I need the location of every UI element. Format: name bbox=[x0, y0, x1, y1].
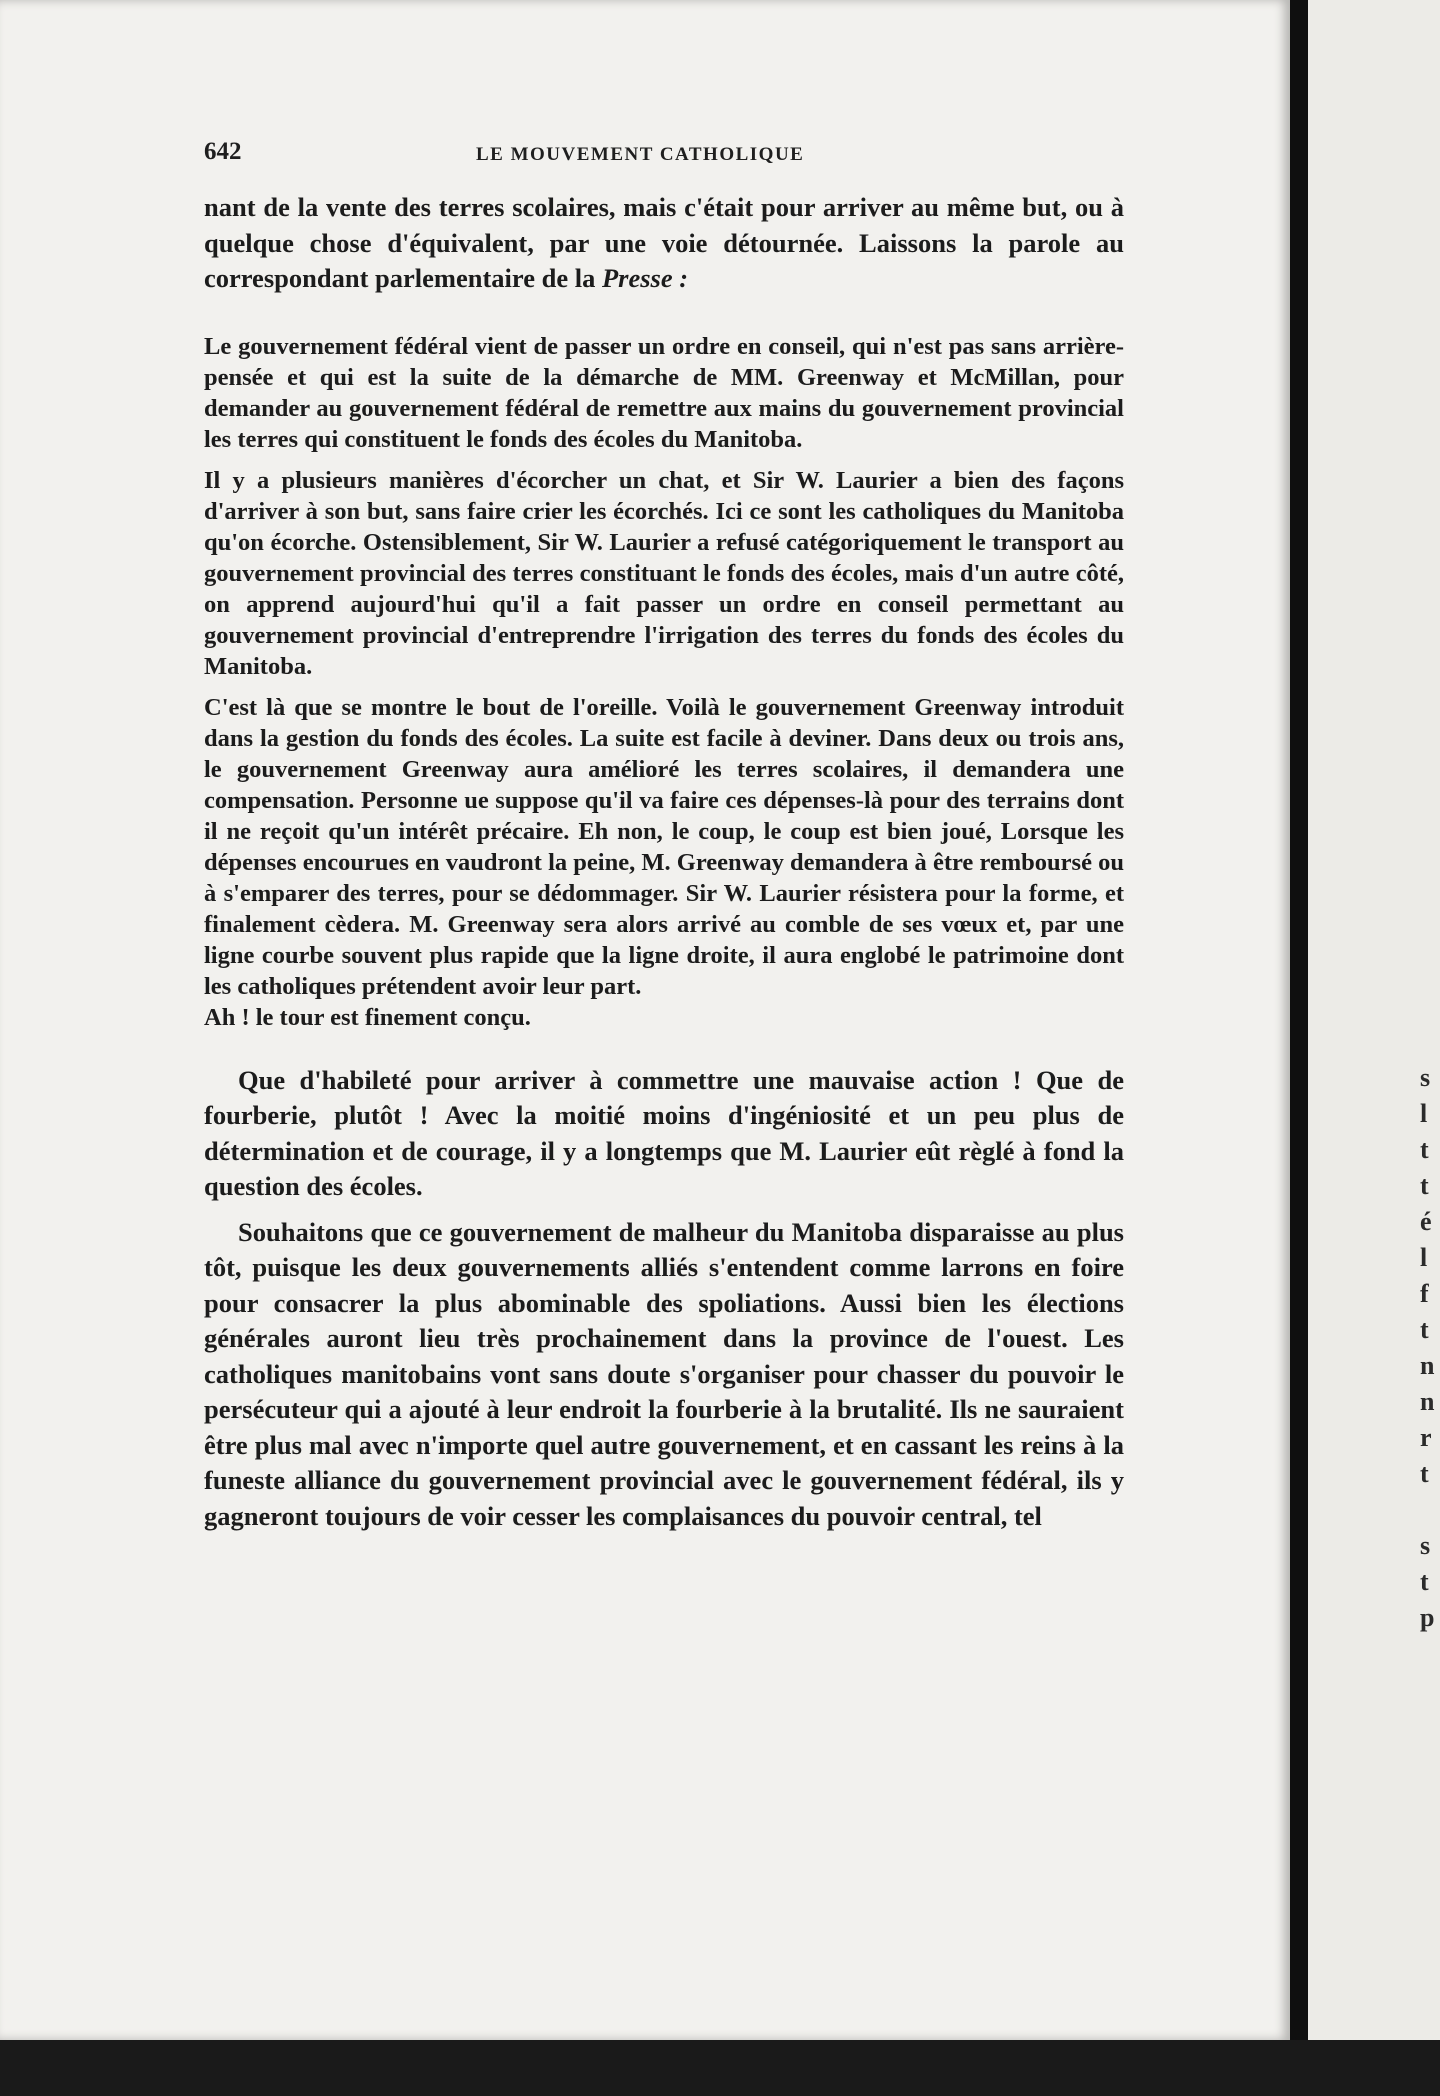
quoted-paragraph-text: Il y a plusieurs manières d'écorcher un chat, et Sir W. Laurier a bien des façons d'arriver à son but, sans faire crier les écorchés. Ici ce sont les catholiques du Manitoba qu'on écorche. Ostensiblement, Sir W. Laurier a refusé catégoriquement le transport au gouvernement provincial des terres constituant le fonds des écoles, mais d'un autre côté, on apprend aujourd'hui qu'il a fait passer un ordre en conseil permettant au gouvernement provincial d'entreprendre l'irrigation des terres du fonds des écoles du Manitoba. bbox=[204, 466, 1124, 680]
quoted-paragraph bbox=[204, 465, 1124, 682]
adjacent-letter: t bbox=[1420, 1171, 1429, 1200]
scan-bottom-band bbox=[0, 2040, 1440, 2096]
adjacent-letter: t bbox=[1420, 1567, 1429, 1596]
adjacent-page-letters bbox=[1420, 1060, 1440, 1636]
body-paragraph-text: Que d'habileté pour arriver à commettre une mauvaise action ! Que de fourberie, plutôt ! Avec la moitié moins d'ingéniosité et un peu plus de détermination et de courage, il y a longtemps que M. Laurier eût règlé à fond la question des écoles. bbox=[204, 1064, 1124, 1201]
page-number: 642 bbox=[204, 138, 242, 165]
adjacent-letter: n bbox=[1420, 1387, 1435, 1416]
running-title: LE MOUVEMENT CATHOLIQUE bbox=[476, 144, 805, 165]
intro-text: nant de la vente des terres scolaires, mais c'était pour arriver au même but, ou à quelque chose d'équivalent, par une voie détournée. Laissons la parole au correspondant parlementaire de la bbox=[204, 192, 1124, 293]
adjacent-letter: f bbox=[1420, 1279, 1429, 1308]
page-header bbox=[204, 138, 1124, 178]
adjacent-letter: l bbox=[1420, 1099, 1428, 1128]
quoted-paragraph-text: Ah ! le tour est finement conçu. bbox=[204, 1003, 531, 1031]
adjacent-letter: t bbox=[1420, 1459, 1429, 1488]
body-paragraph-text: Souhaitons que ce gouvernement de malheur du Manitoba disparaisse au plus tôt, puisque les deux gouvernements alliés s'entendent comme larrons en foire pour consacrer la plus abominable des spoliations. Aussi bien les élections générales auront lieu très prochainement dans la province de l'ouest. Les catholiques manitobains vont sans doute s'organiser pour chasser du pouvoir le persécuteur qui a ajouté à leur endroit la fourberie à la brutalité. Ils ne sauraient être plus mal avec n'importe quel autre gouvernement, et en cassant les reins à la funeste alliance du gouvernement provincial avec le gouvernement fédéral, ils y gagneront toujours de voir cesser les complaisances du pouvoir central, tel bbox=[204, 1216, 1124, 1531]
adjacent-page-edge bbox=[1308, 0, 1440, 2040]
adjacent-letter: p bbox=[1420, 1603, 1435, 1632]
adjacent-letter: t bbox=[1420, 1135, 1429, 1164]
adjacent-letter: t bbox=[1420, 1315, 1429, 1344]
adjacent-letter bbox=[1420, 1492, 1440, 1528]
adjacent-letter: s bbox=[1420, 1063, 1431, 1092]
adjacent-letter: r bbox=[1420, 1423, 1432, 1452]
quoted-paragraph bbox=[204, 692, 1124, 1002]
quoted-paragraph-text: Le gouvernement fédéral vient de passer un ordre en conseil, qui n'est pas sans arrière-pensée et qui est la suite de la démarche de MM. Greenway et McMillan, pour demander au gouvernement fédéral de remettre aux mains du gouvernement provincial les terres qui constituent le fonds des écoles du Manitoba. bbox=[204, 332, 1124, 453]
quoted-paragraph bbox=[204, 1002, 1124, 1033]
quoted-paragraph-text: C'est là que se montre le bout de l'oreille. Voilà le gouvernement Greenway introduit dans la gestion du fonds des écoles. La suite est facile à deviner. Dans deux ou trois ans, le gouvernement Greenway aura amélioré les terres scolaires, il demandera une compensation. Personne ue suppose qu'il va faire ces dépenses-là pour des terrains dont il ne reçoit qu'un intérêt précaire. Eh non, le coup, le coup est bien joué, Lorsque les dépenses encourues en vaudront la peine, M. Greenway demandera à être remboursé ou à s'emparer des terres, pour se dédommager. Sir W. Laurier résistera pour la forme, et finalement cèdera. M. Greenway sera alors arrivé au comble de ses vœux et, par une ligne courbe souvent plus rapide que la ligne droite, il aura englobé le patrimoine dont les catholiques prétendent avoir leur part. bbox=[204, 693, 1124, 1000]
body-paragraph bbox=[204, 1215, 1124, 1535]
body-paragraph bbox=[204, 1063, 1124, 1205]
page-body bbox=[204, 190, 1124, 1534]
adjacent-letter: é bbox=[1420, 1207, 1432, 1236]
book-gutter bbox=[1290, 0, 1308, 2096]
adjacent-letter: s bbox=[1420, 1531, 1431, 1560]
adjacent-letter: l bbox=[1420, 1243, 1428, 1272]
quoted-paragraph bbox=[204, 331, 1124, 455]
intro-paragraph bbox=[204, 190, 1124, 297]
adjacent-letter: n bbox=[1420, 1351, 1435, 1380]
intro-source: Presse : bbox=[601, 263, 689, 293]
